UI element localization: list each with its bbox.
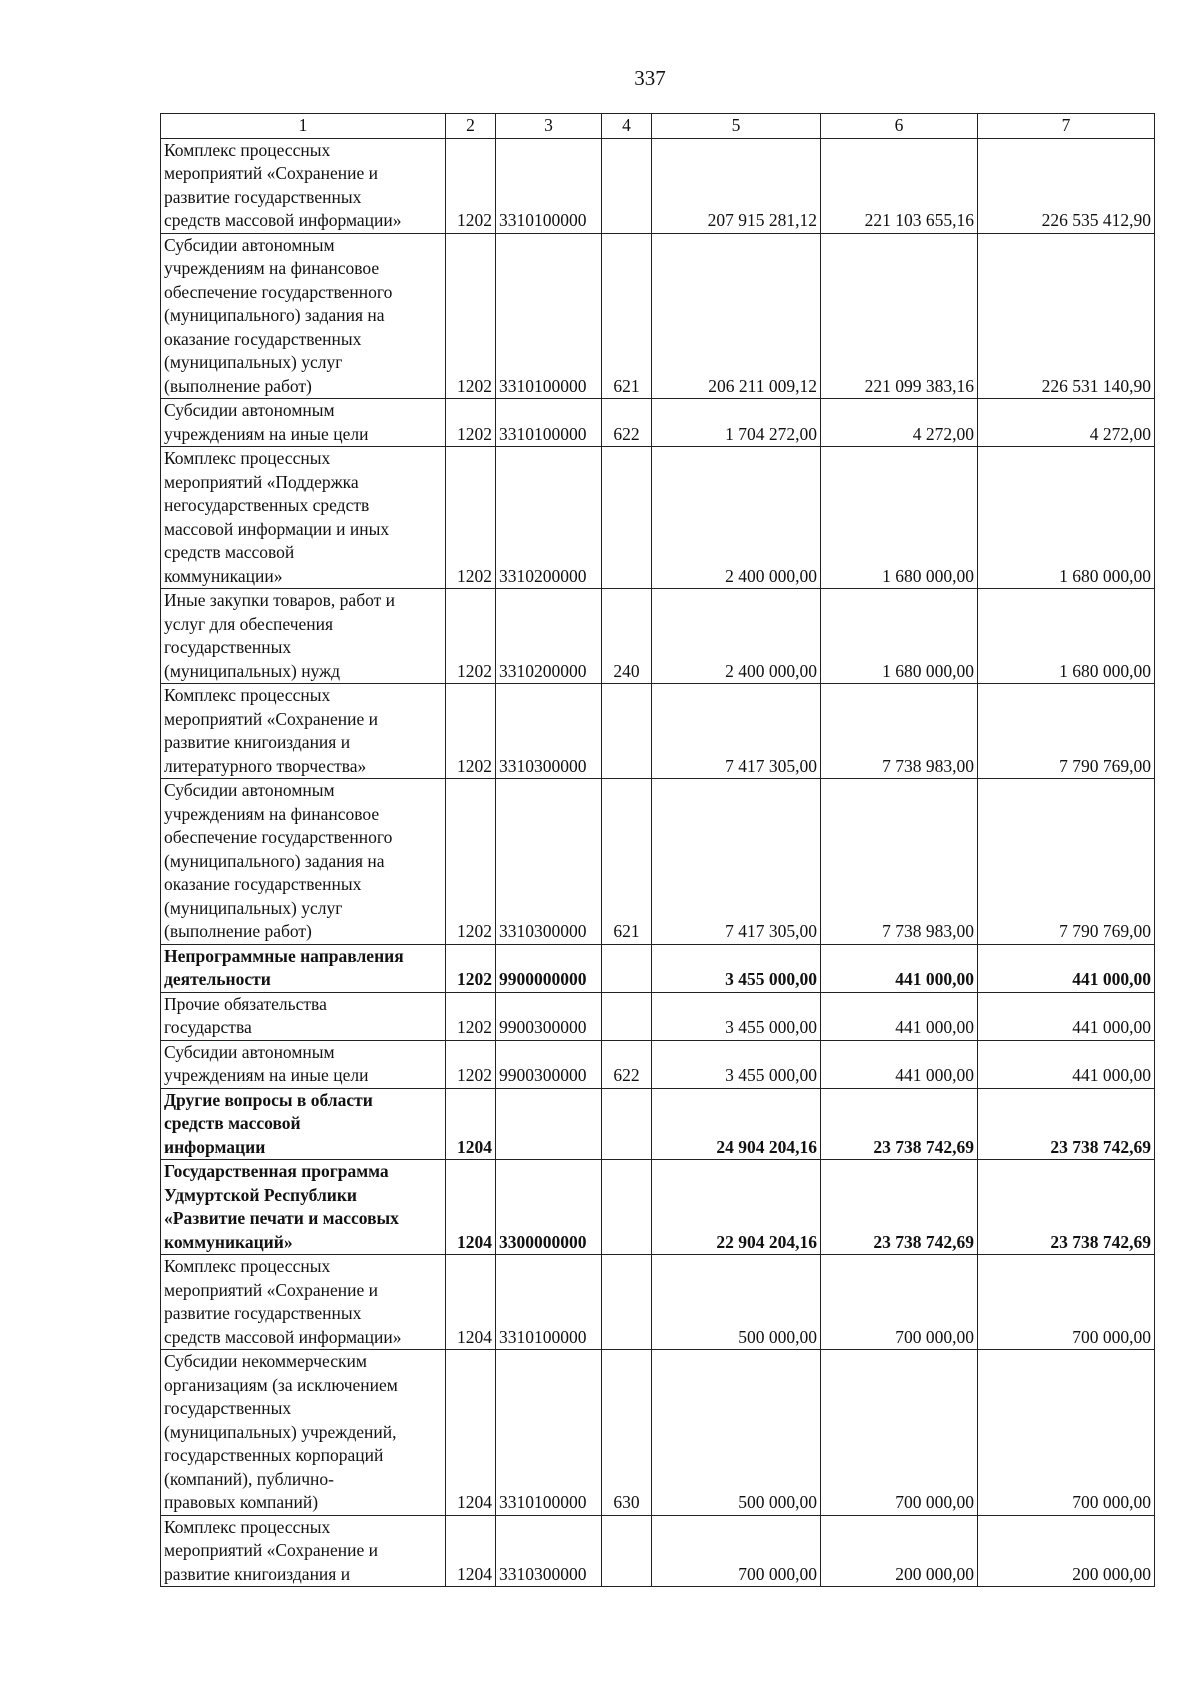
row-name: Комплекс процессных мероприятий «Поддержка негосударственных средств массовой информации и иных средств массовой коммуникации» bbox=[161, 447, 446, 589]
row-amount-col5: 500 000,00 bbox=[652, 1350, 821, 1516]
row-name: Комплекс процессных мероприятий «Сохранение и развитие государственных средств массовой информации» bbox=[161, 1255, 446, 1350]
row-amount-col7: 1 680 000,00 bbox=[978, 447, 1155, 589]
header-cell: 2 bbox=[446, 114, 496, 139]
row-amount-col5: 7 417 305,00 bbox=[652, 684, 821, 779]
row-name: Субсидии автономным учреждениям на иные цели bbox=[161, 399, 446, 447]
row-target-article: 3310100000 bbox=[496, 1255, 602, 1350]
row-section-code: 1202 bbox=[446, 399, 496, 447]
row-expense-type bbox=[602, 1088, 652, 1160]
row-amount-col5: 700 000,00 bbox=[652, 1515, 821, 1587]
row-amount-col5: 206 211 009,12 bbox=[652, 233, 821, 399]
row-expense-type bbox=[602, 1515, 652, 1587]
row-name: Иные закупки товаров, работ и услуг для обеспечения государственных (муниципальных) нужд bbox=[161, 589, 446, 684]
row-section-code: 1202 bbox=[446, 233, 496, 399]
row-section-code: 1202 bbox=[446, 138, 496, 233]
table-row bbox=[161, 1040, 1155, 1088]
row-amount-col5: 24 904 204,16 bbox=[652, 1088, 821, 1160]
row-amount-col6: 4 272,00 bbox=[821, 399, 978, 447]
page-number: 337 bbox=[634, 66, 666, 90]
row-expense-type: 621 bbox=[602, 779, 652, 945]
row-expense-type: 622 bbox=[602, 399, 652, 447]
table-row bbox=[161, 684, 1155, 779]
row-section-code: 1202 bbox=[446, 589, 496, 684]
table-body bbox=[161, 138, 1155, 1587]
row-expense-type: 621 bbox=[602, 233, 652, 399]
row-expense-type bbox=[602, 447, 652, 589]
row-target-article bbox=[496, 1088, 602, 1160]
row-target-article: 3310300000 bbox=[496, 684, 602, 779]
row-section-code: 1204 bbox=[446, 1160, 496, 1255]
row-amount-col7: 441 000,00 bbox=[978, 1040, 1155, 1088]
row-target-article: 9900300000 bbox=[496, 992, 602, 1040]
row-expense-type bbox=[602, 684, 652, 779]
row-amount-col7: 226 531 140,90 bbox=[978, 233, 1155, 399]
table-row bbox=[161, 233, 1155, 399]
row-amount-col7: 23 738 742,69 bbox=[978, 1160, 1155, 1255]
row-name: Субсидии автономным учреждениям на финансовое обеспечение государственного (муниципального) задания на оказание государственных (муниципальных) услуг (выполнение работ) bbox=[161, 233, 446, 399]
row-amount-col7: 700 000,00 bbox=[978, 1350, 1155, 1516]
row-amount-col6: 200 000,00 bbox=[821, 1515, 978, 1587]
row-amount-col5: 7 417 305,00 bbox=[652, 779, 821, 945]
row-amount-col7: 200 000,00 bbox=[978, 1515, 1155, 1587]
table-row bbox=[161, 447, 1155, 589]
row-amount-col7: 441 000,00 bbox=[978, 992, 1155, 1040]
table-row bbox=[161, 1255, 1155, 1350]
row-expense-type: 240 bbox=[602, 589, 652, 684]
row-expense-type bbox=[602, 944, 652, 992]
row-expense-type: 630 bbox=[602, 1350, 652, 1516]
row-name: Субсидии автономным учреждениям на финансовое обеспечение государственного (муниципального) задания на оказание государственных (муниципальных) услуг (выполнение работ) bbox=[161, 779, 446, 945]
row-section-code: 1204 bbox=[446, 1255, 496, 1350]
row-section-code: 1202 bbox=[446, 779, 496, 945]
row-amount-col6: 23 738 742,69 bbox=[821, 1088, 978, 1160]
row-amount-col6: 441 000,00 bbox=[821, 992, 978, 1040]
row-target-article: 9900000000 bbox=[496, 944, 602, 992]
row-target-article: 3310300000 bbox=[496, 1515, 602, 1587]
table-row bbox=[161, 1350, 1155, 1516]
row-expense-type bbox=[602, 1255, 652, 1350]
row-amount-col6: 23 738 742,69 bbox=[821, 1160, 978, 1255]
row-amount-col7: 7 790 769,00 bbox=[978, 779, 1155, 945]
row-section-code: 1204 bbox=[446, 1088, 496, 1160]
row-name: Субсидии некоммерческим организациям (за исключением государственных (муниципальных) учреждений, государственных корпораций (компаний), публично- правовых компаний) bbox=[161, 1350, 446, 1516]
row-target-article: 3310100000 bbox=[496, 138, 602, 233]
row-section-code: 1202 bbox=[446, 944, 496, 992]
header-row bbox=[161, 114, 1155, 139]
row-amount-col7: 23 738 742,69 bbox=[978, 1088, 1155, 1160]
row-name: Другие вопросы в области средств массовой информации bbox=[161, 1088, 446, 1160]
row-amount-col7: 441 000,00 bbox=[978, 944, 1155, 992]
row-amount-col5: 3 455 000,00 bbox=[652, 944, 821, 992]
budget-table bbox=[160, 113, 1155, 1587]
table-row bbox=[161, 944, 1155, 992]
row-amount-col7: 7 790 769,00 bbox=[978, 684, 1155, 779]
header-cell: 1 bbox=[161, 114, 446, 139]
row-name: Прочие обязательства государства bbox=[161, 992, 446, 1040]
table-row bbox=[161, 779, 1155, 945]
row-amount-col5: 2 400 000,00 bbox=[652, 447, 821, 589]
row-target-article: 3300000000 bbox=[496, 1160, 602, 1255]
header-cell: 7 bbox=[978, 114, 1155, 139]
row-amount-col6: 1 680 000,00 bbox=[821, 447, 978, 589]
row-expense-type bbox=[602, 992, 652, 1040]
row-name: Комплекс процессных мероприятий «Сохранение и развитие государственных средств массовой информации» bbox=[161, 138, 446, 233]
row-amount-col6: 7 738 983,00 bbox=[821, 779, 978, 945]
row-amount-col5: 3 455 000,00 bbox=[652, 992, 821, 1040]
table-row bbox=[161, 589, 1155, 684]
row-amount-col6: 7 738 983,00 bbox=[821, 684, 978, 779]
row-target-article: 3310300000 bbox=[496, 779, 602, 945]
table-row bbox=[161, 992, 1155, 1040]
table-row bbox=[161, 1088, 1155, 1160]
row-target-article: 3310100000 bbox=[496, 1350, 602, 1516]
row-amount-col6: 221 103 655,16 bbox=[821, 138, 978, 233]
row-amount-col5: 500 000,00 bbox=[652, 1255, 821, 1350]
table-row bbox=[161, 1160, 1155, 1255]
row-target-article: 3310100000 bbox=[496, 233, 602, 399]
row-amount-col7: 1 680 000,00 bbox=[978, 589, 1155, 684]
row-section-code: 1202 bbox=[446, 992, 496, 1040]
header-cell: 5 bbox=[652, 114, 821, 139]
row-name: Комплекс процессных мероприятий «Сохранение и развитие книгоиздания и литературного творчества» bbox=[161, 684, 446, 779]
row-section-code: 1202 bbox=[446, 684, 496, 779]
row-amount-col6: 700 000,00 bbox=[821, 1255, 978, 1350]
row-target-article: 3310200000 bbox=[496, 589, 602, 684]
row-amount-col5: 3 455 000,00 bbox=[652, 1040, 821, 1088]
row-section-code: 1202 bbox=[446, 1040, 496, 1088]
row-section-code: 1202 bbox=[446, 447, 496, 589]
row-amount-col6: 700 000,00 bbox=[821, 1350, 978, 1516]
table-row bbox=[161, 1515, 1155, 1587]
row-amount-col7: 4 272,00 bbox=[978, 399, 1155, 447]
row-amount-col6: 1 680 000,00 bbox=[821, 589, 978, 684]
row-expense-type bbox=[602, 1160, 652, 1255]
row-amount-col7: 226 535 412,90 bbox=[978, 138, 1155, 233]
row-amount-col5: 1 704 272,00 bbox=[652, 399, 821, 447]
table-row bbox=[161, 138, 1155, 233]
header-cell: 3 bbox=[496, 114, 602, 139]
header-cell: 4 bbox=[602, 114, 652, 139]
row-amount-col5: 207 915 281,12 bbox=[652, 138, 821, 233]
row-amount-col6: 441 000,00 bbox=[821, 944, 978, 992]
row-name: Комплекс процессных мероприятий «Сохранение и развитие книгоиздания и bbox=[161, 1515, 446, 1587]
table-row bbox=[161, 399, 1155, 447]
row-amount-col6: 441 000,00 bbox=[821, 1040, 978, 1088]
row-amount-col5: 22 904 204,16 bbox=[652, 1160, 821, 1255]
row-section-code: 1204 bbox=[446, 1350, 496, 1516]
row-expense-type: 622 bbox=[602, 1040, 652, 1088]
row-amount-col5: 2 400 000,00 bbox=[652, 589, 821, 684]
row-name: Непрограммные направления деятельности bbox=[161, 944, 446, 992]
header-cell: 6 bbox=[821, 114, 978, 139]
row-amount-col7: 700 000,00 bbox=[978, 1255, 1155, 1350]
row-expense-type bbox=[602, 138, 652, 233]
row-name: Субсидии автономным учреждениям на иные цели bbox=[161, 1040, 446, 1088]
row-target-article: 3310200000 bbox=[496, 447, 602, 589]
row-name: Государственная программа Удмуртской Республики «Развитие печати и массовых коммуникаций» bbox=[161, 1160, 446, 1255]
row-section-code: 1204 bbox=[446, 1515, 496, 1587]
row-amount-col6: 221 099 383,16 bbox=[821, 233, 978, 399]
row-target-article: 9900300000 bbox=[496, 1040, 602, 1088]
row-target-article: 3310100000 bbox=[496, 399, 602, 447]
